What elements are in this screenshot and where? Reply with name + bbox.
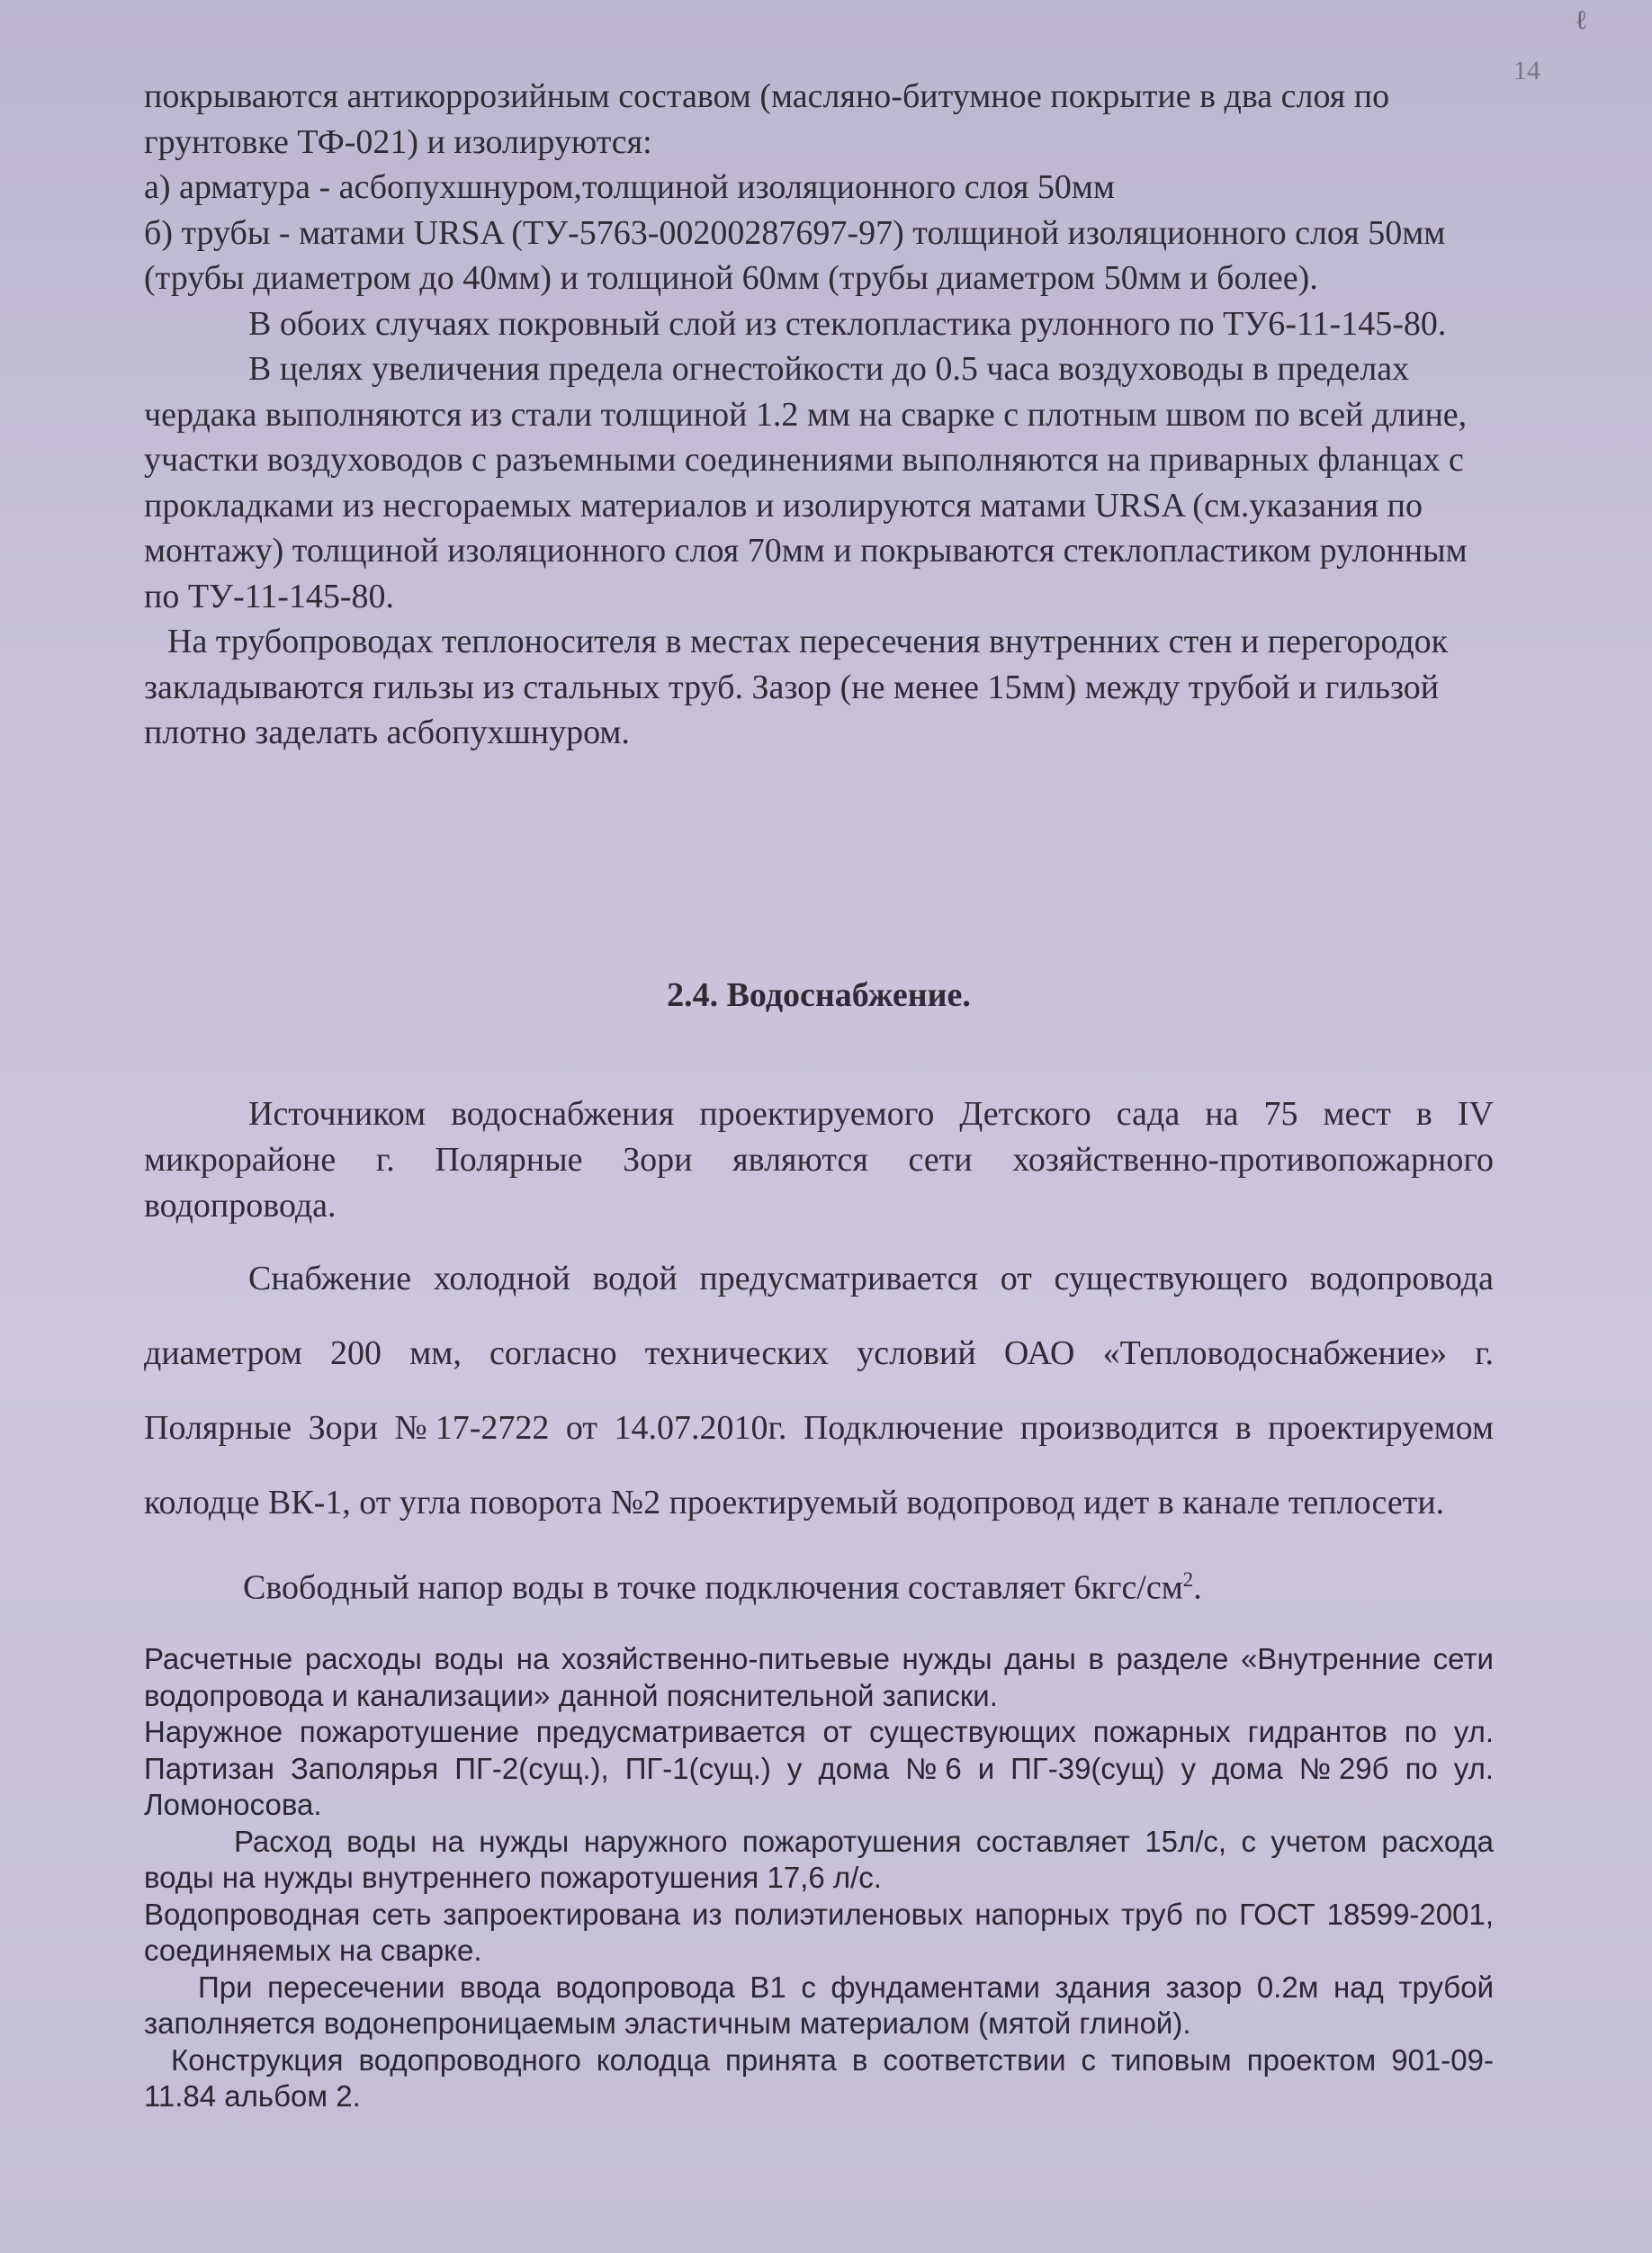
corner-handwritten-mark: ℓ — [1575, 5, 1588, 35]
pressure-paragraph — [144, 1557, 1494, 1611]
section-text-insulation — [144, 74, 1494, 756]
paragraph: В целях увеличения предела огнестойкости до 0.5 часа воздуховоды в пределах чердака выполняются из стали толщиной 1.2 мм на сварке с плотным швом по всей длине, участки воздуховодов с разъемными соединениями выполняются на приварных фланцах с прокладками из несгораемых материалов и изолируются матами URSA (см.указания по монтажу) толщиной изоляционного слоя 70мм и покрываются стеклопластиком рулонным по ТУ-11-145-80. — [144, 350, 1468, 615]
paragraph: В обоих случаях покровный слой из стеклопластика рулонного по ТУ6-11-145-80. — [248, 304, 1447, 343]
paragraph: Источником водоснабжения проектируемого Детского сада на 75 мест в IV микрорайоне г. Полярные Зори являются сети хозяйственно-противопожарного водопровода. — [144, 1095, 1494, 1225]
page-number: 14 — [1513, 56, 1540, 85]
section-text-water-supply — [144, 1091, 1494, 1611]
pressure-end: . — [1193, 1568, 1202, 1607]
paragraph: Расчетные расходы воды на хозяйственно-питьевые нужды даны в разделе «Внутренние сети водопровода и канализации» данной пояснительной записки. — [144, 1642, 1494, 1712]
paragraph: Конструкция водопроводного колодца принята в соответствии с типовым проектом 901-09-11.84 альбом 2. — [144, 2042, 1494, 2113]
paragraph: а) арматура - асбопухшнуром,толщиной изоляционного слоя 50мм — [144, 168, 1115, 206]
paragraph: При пересечении ввода водопровода В1 с фундаментами здания зазор 0.2м над трубой заполняется водонепроницаемым эластичным материалом (мятой глиной). — [144, 1970, 1494, 2040]
paragraph: Водопроводная сеть запроектирована из полиэтиленовых напорных труб по ГОСТ 18599-2001, соединяемых на сварке. — [144, 1897, 1494, 1967]
section-heading: 2.4. Водоснабжение. — [667, 976, 971, 1014]
paragraph: б) трубы - матами URSA (ТУ-5763-00200287697-97) толщиной изоляционного слоя 50мм (трубы диаметром до 40мм) и толщиной 60мм (трубы диаметром 50мм и более). — [144, 213, 1446, 297]
section-text-calculations — [144, 1641, 1494, 2115]
pressure-text: Свободный напор воды в точке подключения составляет 6кгс/см — [243, 1568, 1183, 1607]
paragraph: Наружное пожаротушение предусматривается от существующих пожарных гидрантов по ул. Партизан Заполярья ПГ-2(сущ.), ПГ-1(сущ.) у дома №6 и ПГ-39(сущ) у дома №29б по ул. Ломоносова. — [144, 1715, 1494, 1821]
pressure-superscript: 2 — [1182, 1568, 1194, 1591]
paragraph: Расход воды на нужды наружного пожаротушения составляет 15л/с, с учетом расхода воды на нужды внутреннего пожаротушения 17,6 л/с. — [144, 1824, 1494, 1894]
paragraph: На трубопроводах теплоносителя в местах пересечения внутренних стен и перегородок закладываются гильзы из стальных труб. Зазор (не менее 15мм) между трубой и гильзой плотно заделать асбопухшнуром. — [144, 623, 1449, 751]
paragraph: покрываются антикоррозийным составом (масляно-битумное покрытие в два слоя по грунтовке ТФ-021) и изолируются: — [144, 77, 1390, 161]
paragraph: Снабжение холодной водой предусматривается от существующего водопровода диаметром 200 мм, согласно технических условий ОАО «Тепловодоснабжение» г. Полярные Зори №17-2722 от 14.07.2010г. Подключение производится в проектируемом колодце ВК-1, от угла поворота №2 проектируемый водопровод идет в канале теплосети. — [144, 1260, 1494, 1521]
